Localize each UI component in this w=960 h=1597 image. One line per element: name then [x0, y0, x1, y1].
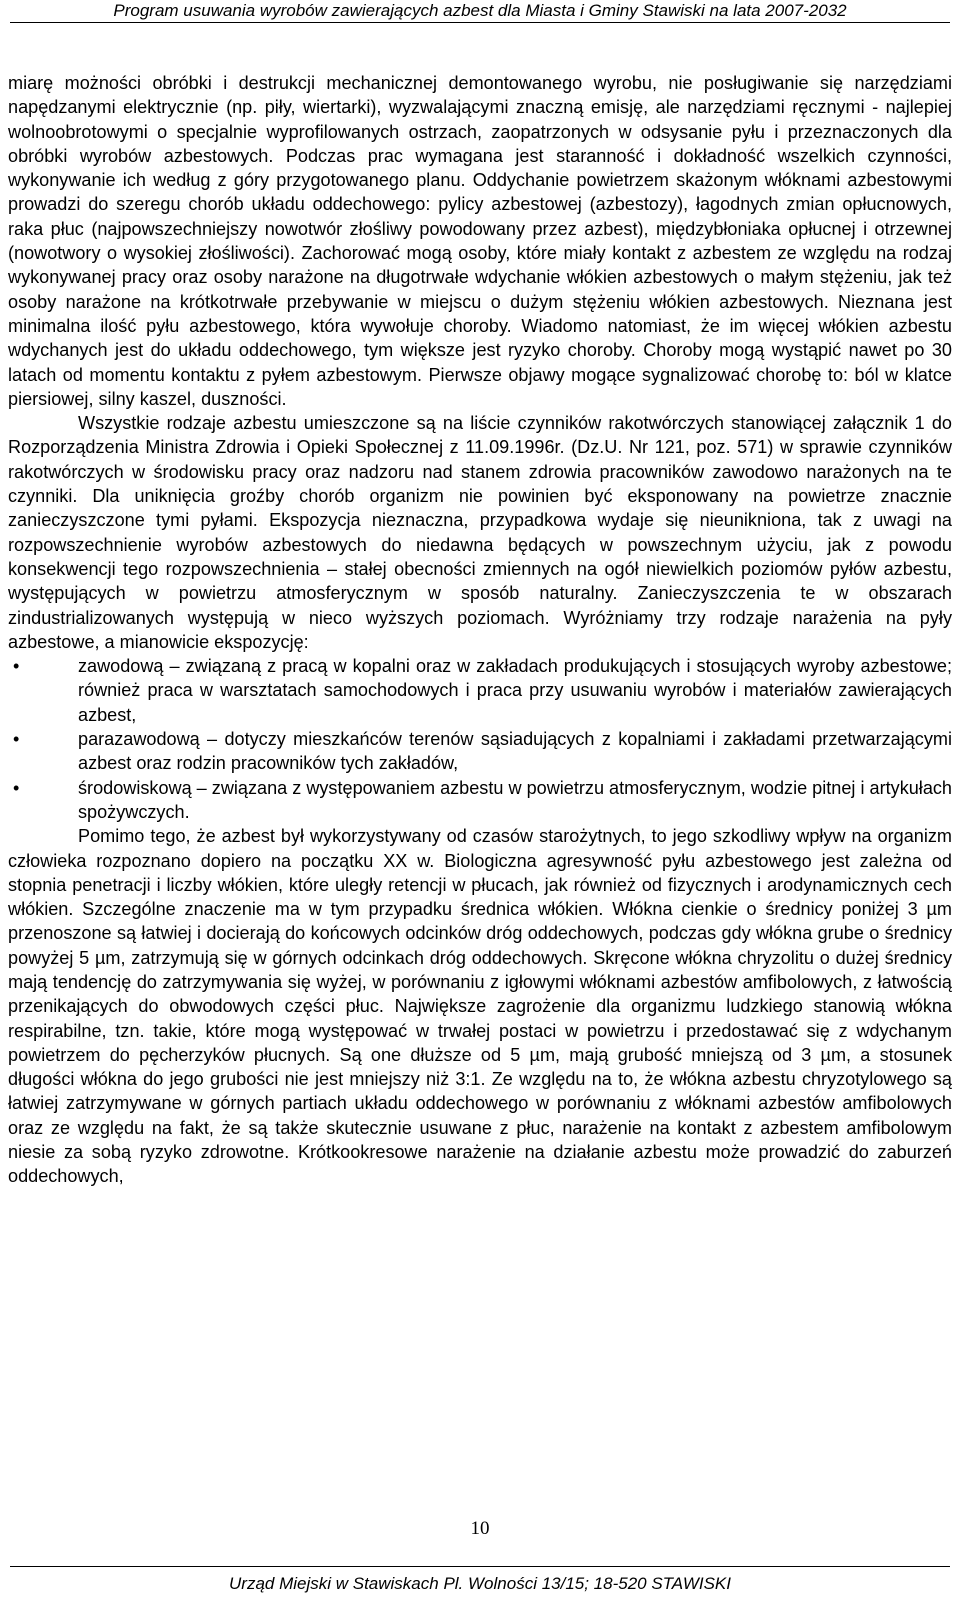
footer-divider [10, 1566, 950, 1567]
body-paragraph-1: miarę możności obróbki i destrukcji mechanicznej demontowanego wyrobu, nie posługiwanie się narzędziami napędzanymi elektrycznie (np. piły, wiertarki), wyzwalającymi znaczną emisję, ale narzędziami ręcznymi - najlepiej wolnoobrotowymi o specjalnie wyprofilowanych ostrzach, zaopatrzonych w odsysanie pyłu i przeznaczonych dla obróbki wyrobów azbestowych. Podczas prac wymagana jest staranność i dokładność wszelkich czynności, wykonywanie ich według z góry przygotowanego planu. Oddychanie powietrzem skażonym włóknami azbestowymi prowadzi do szeregu chorób układu oddechowego: pylicy azbestowej (azbestozy), łagodnych zmian opłucnowych, raka płuc (najpowszechniejszy nowotwór złośliwy powodowany przez azbest), międzybłoniaka opłucnej i otrzewnej (nowotwory o wysokiej złośliwości). Zachorować mogą osoby, które miały kontakt z azbestem ze względu na rodzaj wykonywanej pracy oraz osoby narażone na długotrwałe wdychanie włókien azbestowych o małym stężeniu, jak też osoby narażone na krótkotrwałe przebywanie w miejscu o dużym stężeniu włókien azbestowych. Nieznana jest minimalna ilość pyłu azbestowego, która wywołuje choroby. Wiadomo natomiast, że im więcej włókien azbestu wdychanych jest do układu oddechowego, tym większe jest ryzyko choroby. Choroby mogą wystąpić nawet po 30 latach od momentu kontaktu z pyłem azbestowym. Pierwsze objawy mogące sygnalizować chorobę to: ból w klatce piersiowej, silny kaszel, duszności. [8, 73, 952, 409]
list-item-text: środowiskową – związana z występowaniem azbestu w powietrzu atmosferycznym, wodzie pitnej i artykułach spożywczych. [78, 777, 952, 822]
bullet-icon: • [13, 729, 20, 750]
list-item-text: parazawodową – dotyczy mieszkańców terenów sąsiadujących z kopalniami i zakładami przetwarzającymi azbest oraz rodzin pracowników tych zakładów, [78, 729, 952, 774]
list-item [8, 776, 952, 825]
list-item-text: zawodową – związaną z pracą w kopalni oraz w zakładach produkujących i stosujących wyroby azbestowe; również praca w warsztatach samochodowych i praca przy usuwaniu wyrobów i materiałów zawierających azbest, [78, 656, 952, 725]
body-paragraph-2: Wszystkie rodzaje azbestu umieszczone są na liście czynników rakotwórczych stanowiącej załącznik 1 do Rozporządzenia Ministra Zdrowia i Opieki Społecznej z 11.09.1996r. (Dz.U. Nr 121, poz. 571) w sprawie czynników rakotwórczych w środowisku pracy oraz nadzoru nad stanem zdrowia pracowników zawodowo narażonych na te czynniki. Dla uniknięcia groźby chorób organizm nie powinien być eksponowany na powietrze znacznie zanieczyszczone tymi pyłami. Ekspozycja nieznaczna, przypadkowa wydaje się nieunikniona, tak z uwagi na rozpowszechnienie wyrobów azbestowych do niedawna będących w powszechnym użyciu, jak z powodu konsekwencji tego rozpowszechnienia – stałej obecności zmiennych na ogół niewielkich poziomów pyłów azbestu, występujących w powietrzu atmosferycznym w sposób naturalny. Zanieczyszczenia te w obszarach zindustrializowanych występują w nieco wyższych poziomach. Wyróżniamy trzy rodzaje narażenia na pyły azbestowe, a mianowicie ekspozycję: [8, 413, 952, 652]
running-footer: Urząd Miejski w Stawiskach Pl. Wolności 13/15; 18-520 STAWISKI [229, 1574, 731, 1593]
bullet-icon: • [13, 656, 20, 677]
exposure-list [8, 654, 952, 824]
header-divider [10, 22, 950, 23]
list-item [8, 654, 952, 727]
document-body [8, 71, 952, 1189]
body-paragraph-3: Pomimo tego, że azbest był wykorzystywany od czasów starożytnych, to jego szkodliwy wpływ na organizm człowieka rozpoznano dopiero na początku XX w. Biologiczna agresywność pyłu azbestowego jest zależna od stopnia penetracji i liczby włókien, które uległy retencji w płucach, jak również od fizycznych i arodynamicznych cech włókien. Szczególne znaczenie ma w tym przypadku średnica włókien. Włókna cienkie o średnicy poniżej 3 µm przenoszone są łatwiej i docierają do końcowych odcinków dróg oddechowych, podczas gdy włókna grube o średnicy powyżej 5 µm, zatrzymują się w górnych odcinkach dróg oddechowych. Skręcone włókna chryzolitu o dużej średnicy mają tendencję do zatrzymywania się wyżej, w porównaniu z igłowymi włóknami azbestów amfibolowych, z łatwością przenikających do obwodowych części płuc. Największe zagrożenie dla organizmu ludzkiego stanowią włókna respirabilne, tzn. takie, które mogą występować w trwałej postaci w powietrzu i przedostawać się z wdychanym powietrzem do pęcherzyków płucnych. Są one dłuższe od 5 µm, mają grubość mniejszą od 3 µm, a stosunek długości włókna do jego grubości nie jest mniejszy niż 3:1. Ze względu na to, że włókna azbestu chryzotylowego są łatwiej zatrzymywane w górnych partiach układu oddechowego w porównaniu z włóknami azbestów amfibolowych oraz ze względu na fakt, że są także skutecznie usuwane z płuc, narażenie na kontakt z azbestem amfibolowym niesie za sobą ryzyko zdrowotne. Krótkookresowe narażenie na działanie azbestu może prowadzić do zaburzeń oddechowych, [8, 826, 952, 1187]
page-number: 10 [470, 1518, 490, 1539]
running-header: Program usuwania wyrobów zawierających azbest dla Miasta i Gminy Stawiski na lata 2007-2032 [113, 1, 847, 20]
bullet-icon: • [13, 777, 20, 798]
list-item [8, 727, 952, 776]
